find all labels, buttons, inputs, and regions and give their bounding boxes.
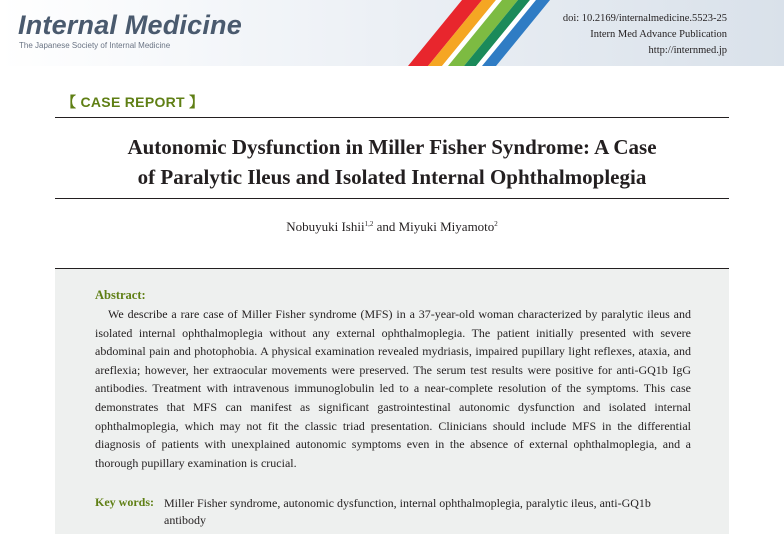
society-name: The Japanese Society of Internal Medicine [19,41,171,50]
abstract-body [95,305,691,472]
keywords-list: Miller Fisher syndrome, autonomic dysfunction, internal ophthalmoplegia, paralytic ileus, anti-GQ1b antibody [164,496,651,527]
author-affiliation-2: 2 [494,220,498,228]
abstract-paragraph: We describe a rare case of Miller Fisher syndrome (MFS) in a 37-year-old woman characterized by paralytic ileus and isolated internal ophthalmoplegia without any external ophthalmoplegia. The patient initially presented with severe abdominal pain and photophobia. A physical examination revealed mydriasis, impaired pupillary light reflexes, ataxia, and areflexia; however, her extraocular movements were preserved. The serum test results were positive for anti-GQ1b IgG antibodies. Treatment with intravenous immunoglobulin led to a near-complete resolution of the symptoms. This case demonstrates that MFS can manifest as significant gastrointestinal autonomic dysfunction and isolated internal ophthalmoplegia, which may not fit the classic triad presentation. Clinicians should include MFS in the differential diagnosis of patients with unexplained autonomic symptoms even in the absence of external ophthalmoplegia, and a thorough pupillary examination is crucial. [95,307,691,470]
abstract-box [55,269,729,534]
author-affiliation-1: 1,2 [364,220,374,228]
author-name-2: Miyuki Miyamoto [398,219,495,234]
abstract-heading: Abstract: [95,288,146,302]
doi-text: doi: 10.2169/internalmedicine.5523-25 [562,13,727,24]
header-stripes-graphic [390,0,560,66]
title-top-rule [55,117,729,118]
article-title-line-2: of Paralytic Ileus and Isolated Internal Ophthalmoplegia [137,165,647,189]
article-title [55,132,729,192]
author-list [55,219,729,235]
publication-info [563,11,727,59]
author-joiner: and [373,219,399,234]
journal-url[interactable]: http://internmed.jp [648,45,727,56]
keywords-label: Key words: [95,495,154,509]
author-name-1: Nobuyuki Ishii [286,219,365,234]
publication-status: Intern Med Advance Publication [590,29,727,40]
article-title-line-1: Autonomic Dysfunction in Miller Fisher Syndrome: A Case [127,135,657,159]
journal-title: Internal Medicine [18,10,242,40]
journal-header [0,0,784,66]
title-bottom-rule [55,198,729,199]
article-type-tag: 【 CASE REPORT 】 [62,94,204,110]
